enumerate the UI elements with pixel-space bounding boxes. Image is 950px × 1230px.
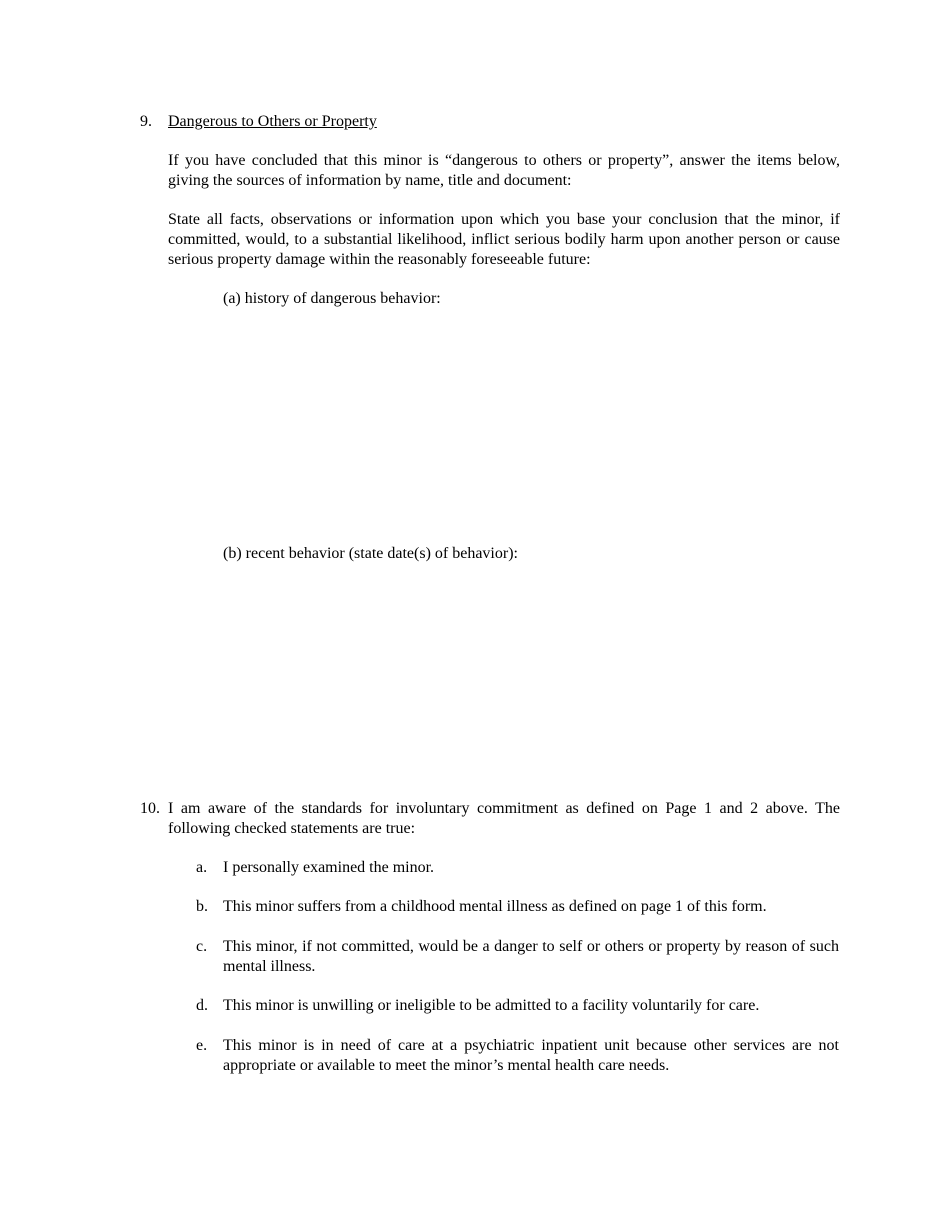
statement-b-letter: b. [196, 898, 208, 915]
statement-d-letter: d. [196, 997, 208, 1014]
section-9-intro: If you have concluded that this minor is “dangerous to others or property”, answer the items below, giving the sources of information by name, title and document: [168, 152, 840, 189]
item-a-history-label: (a) history of dangerous behavior: [223, 290, 441, 307]
statement-a-letter: a. [196, 859, 208, 876]
item-b-recent-label: (b) recent behavior (state date(s) of behavior): [223, 545, 518, 562]
statement-d-text: This minor is unwilling or ineligible to be admitted to a facility voluntarily for care. [223, 997, 760, 1014]
section-9-number: 9. [140, 113, 152, 130]
section-9-instruction: State all facts, observations or information upon which you base your conclusion that the minor, if committed, would, to a substantial likelihood, inflict serious bodily harm upon another person or cause serious property damage within the reasonably foreseeable future: [168, 211, 840, 268]
item-b-answer-area[interactable] [223, 570, 839, 780]
statement-e-text: This minor is in need of care at a psychiatric inpatient unit because other services are not appropriate or available to meet the minor’s mental health care needs. [223, 1037, 839, 1074]
section-9-title: Dangerous to Others or Property [168, 113, 377, 130]
item-a-answer-area[interactable] [223, 315, 839, 530]
statement-e-letter: e. [196, 1037, 208, 1054]
statement-a-text: I personally examined the minor. [223, 859, 435, 876]
statement-c-letter: c. [196, 938, 208, 955]
statement-b-text: This minor suffers from a childhood mental illness as defined on page 1 of this form. [223, 898, 767, 915]
section-10-intro: I am aware of the standards for involuntary commitment as defined on Page 1 and 2 above. The following checked statements are true: [168, 800, 840, 837]
section-10-number: 10. [140, 800, 160, 817]
statement-c-text: This minor, if not committed, would be a danger to self or others or property by reason of such mental illness. [223, 938, 839, 975]
